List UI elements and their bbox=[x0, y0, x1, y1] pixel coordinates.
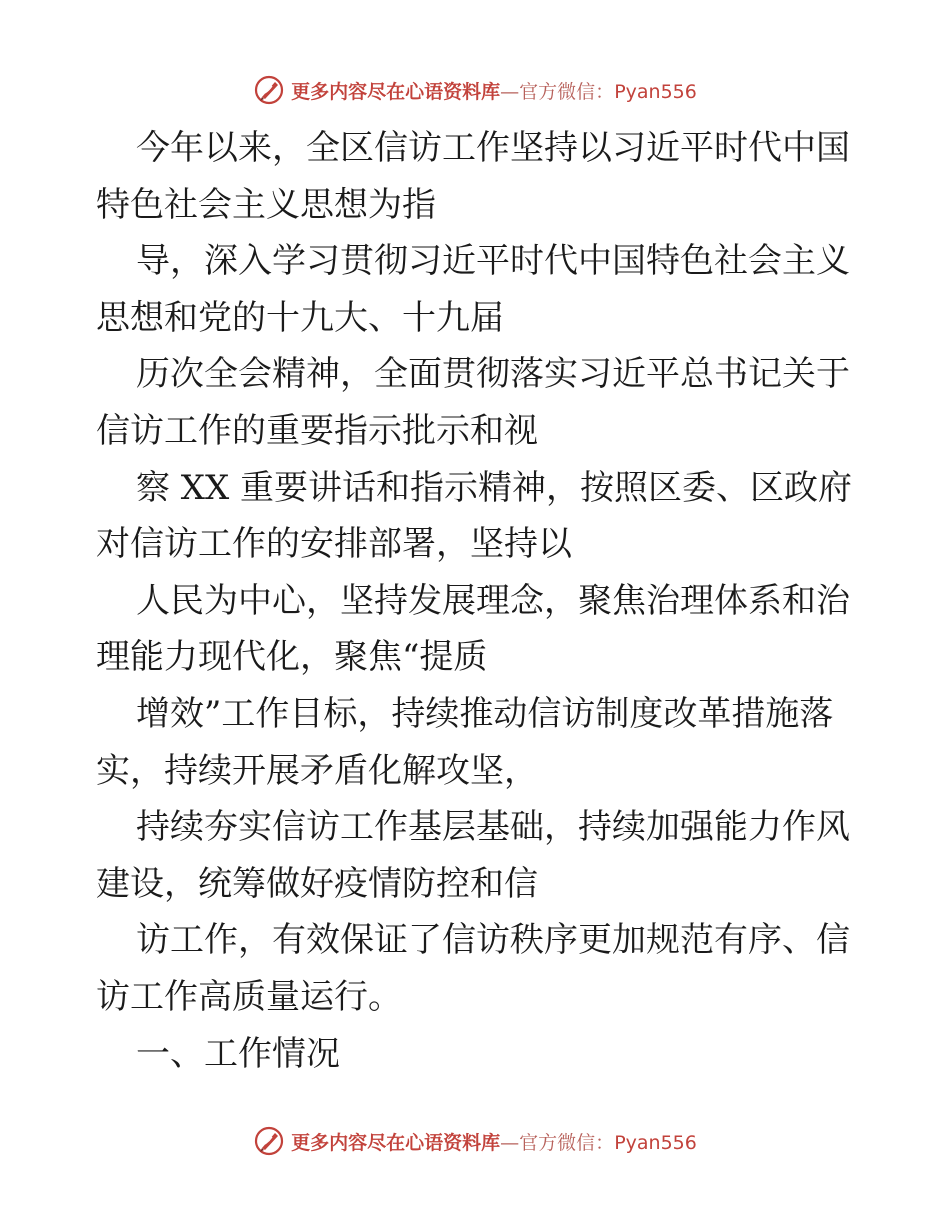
line-12: 实，持续开展矛盾化解攻坚， bbox=[96, 750, 538, 791]
line-13: 持续夯实信访工作基层基础，持续加强能力作风 bbox=[136, 807, 850, 848]
line-6: 信访工作的重要指示批示和视 bbox=[96, 410, 538, 451]
paragraph-6 bbox=[96, 686, 866, 799]
line-4: 思想和党的十九大、十九届 bbox=[96, 297, 504, 338]
line-14: 建设，统筹做好疫情防控和信 bbox=[96, 863, 538, 904]
watermark-handle: Pyan556 bbox=[614, 1131, 697, 1154]
paragraph-7 bbox=[96, 799, 866, 912]
line-1: 今年以来，全区信访工作坚持以习近平时代中国 bbox=[136, 128, 850, 168]
document-body bbox=[96, 120, 866, 1082]
watermark-handle: Pyan556 bbox=[614, 80, 697, 103]
quill-pen-logo-icon bbox=[253, 74, 285, 106]
line-10: 理能力现代化，聚焦“提质 bbox=[96, 637, 488, 678]
watermark-text bbox=[291, 1128, 697, 1155]
line-8: 对信访工作的安排部署，坚持以 bbox=[96, 524, 572, 565]
line-3: 导，深入学习贯彻习近平时代中国特色社会主义 bbox=[136, 241, 850, 282]
paragraph-8 bbox=[96, 912, 866, 1025]
quill-pen-logo-icon bbox=[253, 1125, 285, 1157]
line-7: 察 XX 重要讲话和指示精神，按照区委、区政府 bbox=[136, 467, 853, 508]
line-15: 访工作，有效保证了信访秩序更加规范有序、信 bbox=[136, 920, 850, 961]
line-11: 增效”工作目标，持续推动信访制度改革措施落 bbox=[136, 693, 834, 734]
watermark-separator: —官方微信： bbox=[500, 1131, 615, 1154]
line-9: 人民为中心，坚持发展理念，聚焦治理体系和治 bbox=[136, 580, 850, 621]
paragraph-5 bbox=[96, 573, 866, 686]
paragraph-2 bbox=[96, 233, 866, 346]
watermark-separator: —官方微信： bbox=[500, 80, 615, 103]
section-heading: 一、工作情况 bbox=[136, 1033, 340, 1074]
line-2: 特色社会主义思想为指 bbox=[96, 184, 436, 225]
header-watermark bbox=[0, 72, 950, 108]
paragraph-3 bbox=[96, 346, 866, 459]
line-16: 访工作高质量运行。 bbox=[96, 976, 402, 1017]
watermark-brand: 更多内容尽在心语资料库 bbox=[291, 80, 501, 103]
line-5: 历次全会精神，全面贯彻落实习近平总书记关于 bbox=[136, 354, 850, 395]
paragraph-1 bbox=[96, 120, 866, 233]
watermark-text bbox=[291, 77, 697, 104]
footer-watermark bbox=[0, 1123, 950, 1159]
watermark-brand: 更多内容尽在心语资料库 bbox=[291, 1131, 501, 1154]
paragraph-4 bbox=[96, 460, 866, 573]
